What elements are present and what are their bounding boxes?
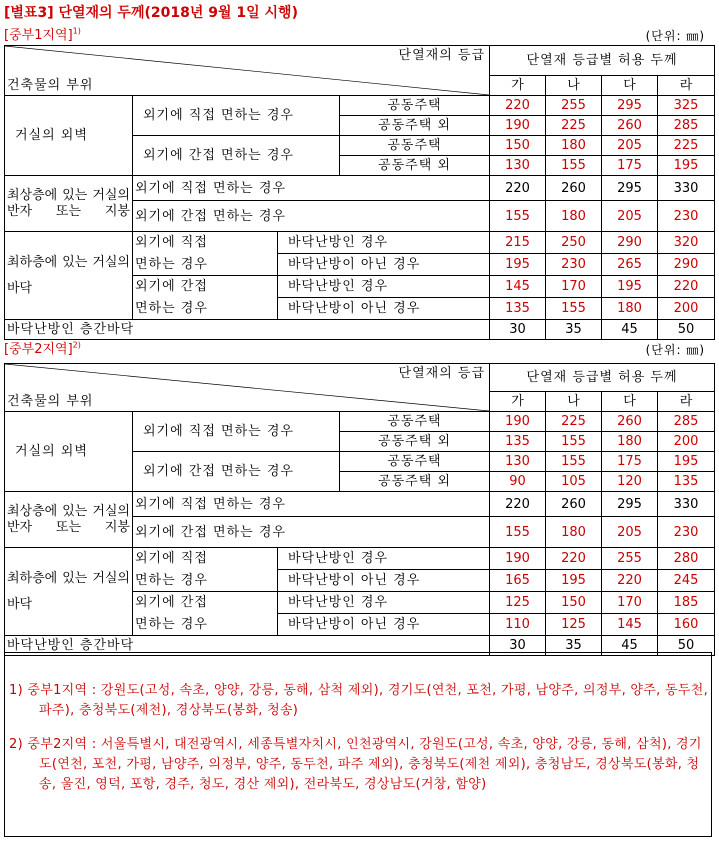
roof-direct-label: 외기에 직접 면하는 경우 xyxy=(133,492,490,517)
value-cell: 180 xyxy=(602,432,658,452)
not-heated-label: 바닥난방이 아닌 경우 xyxy=(278,614,490,636)
grade-header: 단열재의 등급 xyxy=(398,48,485,63)
apt-other-label: 공동주택 외 xyxy=(340,116,490,136)
roof-direct-label: 외기에 직접 면하는 경우 xyxy=(133,176,490,201)
region-2-label xyxy=(4,338,81,357)
wall-label: 거실의 외벽 xyxy=(5,96,133,176)
value-cell: 150 xyxy=(490,136,546,156)
part-header: 건축물의 부위 xyxy=(7,78,94,93)
value-cell: 260 xyxy=(546,492,602,517)
grade-na: 나 xyxy=(546,76,602,96)
unit-label-1: (단위: ㎜) xyxy=(645,29,705,43)
value-cell: 285 xyxy=(658,116,715,136)
value-cell: 255 xyxy=(546,96,602,116)
value-cell: 225 xyxy=(658,136,715,156)
grade-ra: 라 xyxy=(658,392,715,412)
value-cell: 180 xyxy=(546,136,602,156)
value-cell: 220 xyxy=(490,96,546,116)
value-cell: 330 xyxy=(658,492,715,517)
value-cell: 170 xyxy=(602,592,658,614)
value-cell: 125 xyxy=(490,592,546,614)
part-header: 건축물의 부위 xyxy=(7,394,94,409)
value-cell: 45 xyxy=(602,320,658,340)
value-cell: 195 xyxy=(602,276,658,298)
value-cell: 205 xyxy=(602,201,658,232)
floor-direct-label-2: 면하는 경우 xyxy=(133,570,278,592)
value-cell: 320 xyxy=(658,232,715,254)
apt-label: 공동주택 xyxy=(340,452,490,472)
value-cell: 45 xyxy=(602,636,658,656)
floor-indirect-label-2: 면하는 경우 xyxy=(133,298,278,320)
unit-label-2: (단위: ㎜) xyxy=(645,343,705,357)
value-cell: 295 xyxy=(602,176,658,201)
value-cell: 230 xyxy=(546,254,602,276)
interfloor-label: 바닥난방인 층간바닥 xyxy=(5,636,490,656)
apt-other-label: 공동주택 외 xyxy=(340,156,490,176)
grade-da: 다 xyxy=(602,392,658,412)
value-cell: 185 xyxy=(658,592,715,614)
floor-indirect-label-1: 외기에 간접 xyxy=(133,276,278,298)
value-cell: 165 xyxy=(490,570,546,592)
value-cell: 155 xyxy=(490,201,546,232)
value-cell: 155 xyxy=(546,452,602,472)
roof-indirect-label: 외기에 간접 면하는 경우 xyxy=(133,517,490,548)
wall-direct-label: 외기에 직접 면하는 경우 xyxy=(133,412,340,452)
not-heated-label: 바닥난방이 아닌 경우 xyxy=(278,254,490,276)
grade-ra: 라 xyxy=(658,76,715,96)
heated-label: 바닥난방인 경우 xyxy=(278,592,490,614)
value-cell: 225 xyxy=(546,116,602,136)
value-cell: 280 xyxy=(658,548,715,570)
value-cell: 330 xyxy=(658,176,715,201)
value-cell: 120 xyxy=(602,472,658,492)
apt-label: 공동주택 xyxy=(340,96,490,116)
value-cell: 155 xyxy=(546,298,602,320)
value-cell: 295 xyxy=(602,492,658,517)
thickness-table-region-1 xyxy=(4,45,715,340)
footnote-1-text: 1) 중부1지역 : 강원도(고성, 속초, 양양, 강릉, 동해, 삼척 제외), 경기도(연천, 포천, 가평, 남양주, 의정부, 양주, 동두천, 파주), 충청북도(제천), 경상북도(봉화, 청송) xyxy=(9,683,709,718)
value-cell: 260 xyxy=(546,176,602,201)
value-cell: 285 xyxy=(658,412,715,432)
wall-label: 거실의 외벽 xyxy=(5,412,133,492)
value-cell: 245 xyxy=(658,570,715,592)
value-cell: 195 xyxy=(546,570,602,592)
thickness-table-region-2 xyxy=(4,363,715,656)
grade-na: 나 xyxy=(546,392,602,412)
value-cell: 130 xyxy=(490,452,546,472)
value-cell: 290 xyxy=(658,254,715,276)
table-header-diagonal xyxy=(5,364,490,412)
grade-header: 단열재의 등급 xyxy=(398,366,485,381)
value-cell: 175 xyxy=(602,452,658,472)
region-2-footnote-mark: 2) xyxy=(72,340,81,350)
value-cell: 160 xyxy=(658,614,715,636)
value-cell: 175 xyxy=(602,156,658,176)
apt-label: 공동주택 xyxy=(340,136,490,156)
value-cell: 230 xyxy=(658,201,715,232)
value-cell: 225 xyxy=(546,412,602,432)
heated-label: 바닥난방인 경우 xyxy=(278,276,490,298)
value-cell: 260 xyxy=(602,412,658,432)
value-cell: 150 xyxy=(546,592,602,614)
floor-direct-label-1: 외기에 직접 xyxy=(133,548,278,570)
floor-label: 최하층에 있는 거실의 바닥 xyxy=(5,548,133,636)
grade-da: 다 xyxy=(602,76,658,96)
wall-indirect-label: 외기에 간접 면하는 경우 xyxy=(133,136,340,176)
value-cell: 50 xyxy=(658,320,715,340)
value-cell: 190 xyxy=(490,548,546,570)
value-cell: 155 xyxy=(546,156,602,176)
value-cell: 145 xyxy=(490,276,546,298)
value-cell: 190 xyxy=(490,116,546,136)
footnote-2-text: 2) 중부2지역 : 서울특별시, 대전광역시, 세종특별자치시, 인천광역시, 강원도(고성, 속초, 양양, 강릉, 동해, 삼척), 경기도(연천, 포천, 가평, 남양주, 의정부, 양주, 동두천, 파주 제외), 충청북도(제천 제외), 충청남도, 경상북도(봉화, 청송, 울진, 영덕, 포항, 경주, 청도, 경산 제외), 전라북도, 경상남도(거창, 함양) xyxy=(9,737,702,792)
value-cell: 190 xyxy=(490,412,546,432)
value-cell: 325 xyxy=(658,96,715,116)
value-cell: 265 xyxy=(602,254,658,276)
value-cell: 260 xyxy=(602,116,658,136)
value-cell: 195 xyxy=(658,452,715,472)
value-cell: 135 xyxy=(490,298,546,320)
region-1-name: [중부1지역] xyxy=(4,28,73,43)
value-cell: 135 xyxy=(490,432,546,452)
value-cell: 180 xyxy=(602,298,658,320)
floor-direct-label-2: 면하는 경우 xyxy=(133,254,278,276)
value-cell: 195 xyxy=(658,156,715,176)
not-heated-label: 바닥난방이 아닌 경우 xyxy=(278,298,490,320)
value-cell: 180 xyxy=(546,201,602,232)
apt-other-label: 공동주택 외 xyxy=(340,472,490,492)
apt-other-label: 공동주택 외 xyxy=(340,432,490,452)
value-cell: 200 xyxy=(658,432,715,452)
interfloor-label: 바닥난방인 층간바닥 xyxy=(5,320,490,340)
region-2-name: [중부2지역] xyxy=(4,342,73,357)
floor-direct-label-1: 외기에 직접 xyxy=(133,232,278,254)
floor-label: 최하층에 있는 거실의 바닥 xyxy=(5,232,133,320)
value-cell: 180 xyxy=(546,517,602,548)
value-cell: 250 xyxy=(546,232,602,254)
value-cell: 50 xyxy=(658,636,715,656)
value-cell: 220 xyxy=(490,492,546,517)
value-cell: 30 xyxy=(490,636,546,656)
wall-direct-label: 외기에 직접 면하는 경우 xyxy=(133,96,340,136)
value-cell: 155 xyxy=(490,517,546,548)
roof-indirect-label: 외기에 간접 면하는 경우 xyxy=(133,201,490,232)
value-cell: 105 xyxy=(546,472,602,492)
value-cell: 295 xyxy=(602,96,658,116)
value-cell: 220 xyxy=(602,570,658,592)
value-cell: 135 xyxy=(658,472,715,492)
value-cell: 255 xyxy=(602,548,658,570)
value-cell: 170 xyxy=(546,276,602,298)
grade-ga: 가 xyxy=(490,392,546,412)
floor-indirect-label-2: 면하는 경우 xyxy=(133,614,278,636)
value-cell: 90 xyxy=(490,472,546,492)
thickness-header: 단열재 등급별 허용 두께 xyxy=(490,364,715,392)
heated-label: 바닥난방인 경우 xyxy=(278,548,490,570)
value-cell: 30 xyxy=(490,320,546,340)
value-cell: 195 xyxy=(490,254,546,276)
region-1-footnote-mark: 1) xyxy=(72,26,81,36)
value-cell: 205 xyxy=(602,136,658,156)
value-cell: 35 xyxy=(546,636,602,656)
apt-label: 공동주택 xyxy=(340,412,490,432)
value-cell: 110 xyxy=(490,614,546,636)
value-cell: 205 xyxy=(602,517,658,548)
value-cell: 145 xyxy=(602,614,658,636)
table-header-diagonal xyxy=(5,46,490,96)
floor-indirect-label-1: 외기에 간접 xyxy=(133,592,278,614)
heated-label: 바닥난방인 경우 xyxy=(278,232,490,254)
wall-indirect-label: 외기에 간접 면하는 경우 xyxy=(133,452,340,492)
value-cell: 35 xyxy=(546,320,602,340)
value-cell: 125 xyxy=(546,614,602,636)
value-cell: 220 xyxy=(546,548,602,570)
value-cell: 220 xyxy=(658,276,715,298)
roof-label: 최상층에 있는 거실의 반자 또는 지붕 xyxy=(5,176,133,232)
value-cell: 230 xyxy=(658,517,715,548)
page-title: [별표3] 단열재의 두께(2018년 9월 1일 시행) xyxy=(4,5,298,21)
grade-ga: 가 xyxy=(490,76,546,96)
footnote-1 xyxy=(9,681,709,721)
value-cell: 130 xyxy=(490,156,546,176)
region-1-label xyxy=(4,24,81,43)
footnotes-box xyxy=(4,652,712,837)
value-cell: 155 xyxy=(546,432,602,452)
not-heated-label: 바닥난방이 아닌 경우 xyxy=(278,570,490,592)
value-cell: 290 xyxy=(602,232,658,254)
value-cell: 220 xyxy=(490,176,546,201)
thickness-header: 단열재 등급별 허용 두께 xyxy=(490,46,715,76)
value-cell: 200 xyxy=(658,298,715,320)
footnote-2 xyxy=(9,735,709,795)
value-cell: 215 xyxy=(490,232,546,254)
roof-label: 최상층에 있는 거실의 반자 또는 지붕 xyxy=(5,492,133,548)
